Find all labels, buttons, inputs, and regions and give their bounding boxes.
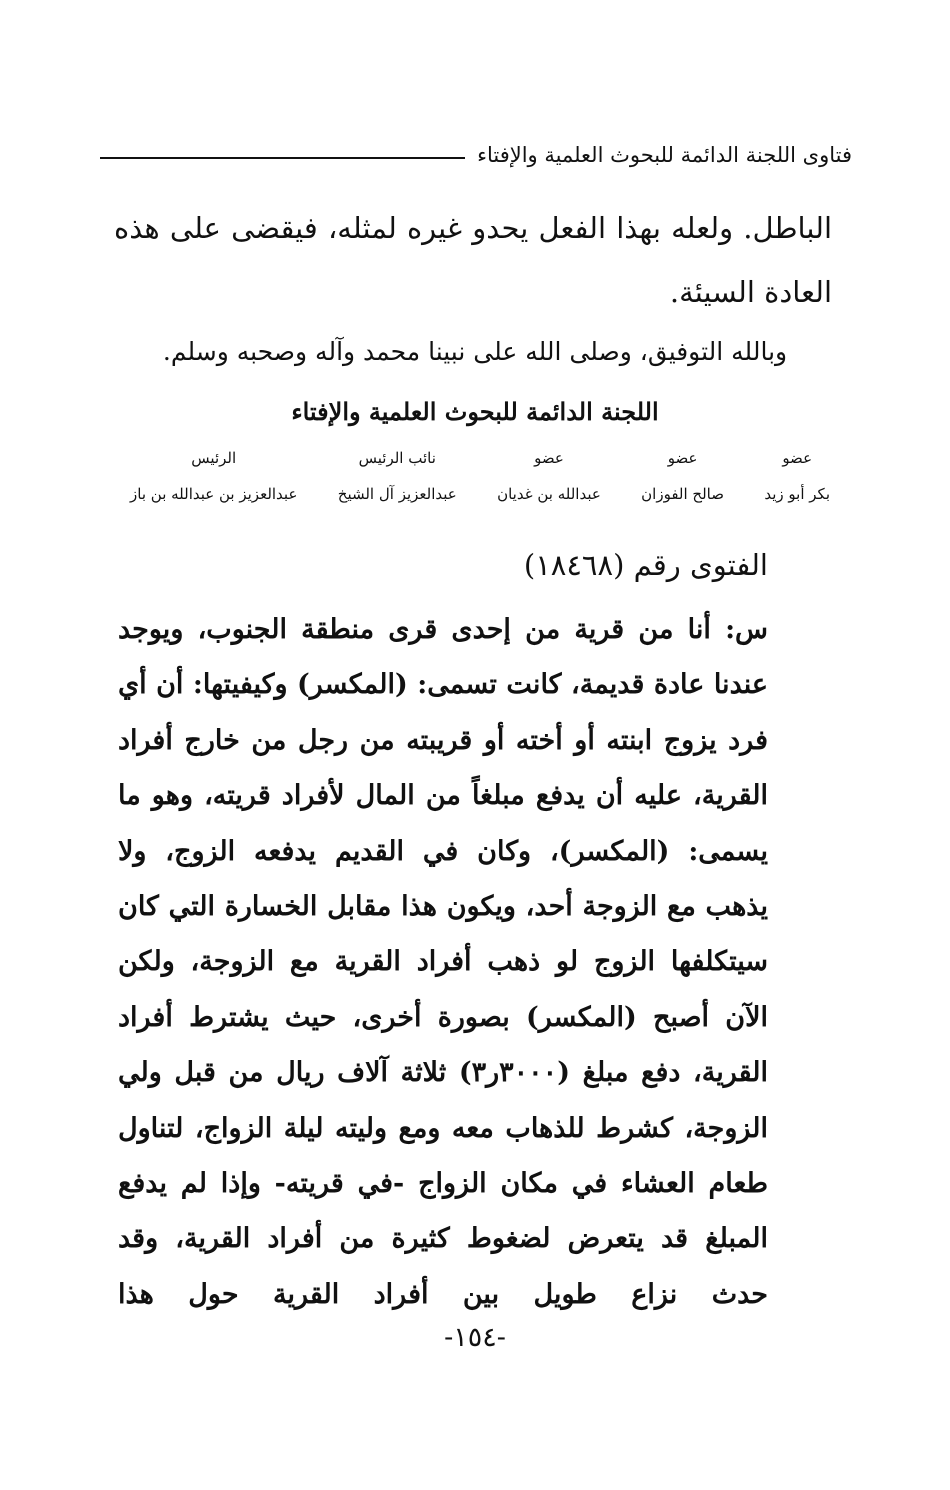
- signatory-name: عبدالله بن غديان: [497, 485, 601, 503]
- signatory-name: عبدالعزيز بن عبدالله بن باز: [130, 485, 298, 503]
- signatory: [497, 440, 601, 512]
- signatory: [338, 440, 457, 512]
- signatory: [641, 440, 724, 512]
- committee-name: اللجنة الدائمة للبحوث العلمية والإفتاء: [291, 397, 659, 426]
- running-title: فتاوى اللجنة الدائمة للبحوث العلمية والإفتاء: [477, 143, 852, 167]
- signatory-role: نائب الرئيس: [358, 449, 436, 467]
- page-number: -١٥٤-: [444, 1322, 506, 1353]
- signatory: [764, 440, 830, 512]
- signatory-name: بكر أبو زيد: [764, 485, 830, 503]
- running-header: [100, 135, 852, 175]
- signatory-name: صالح الفوزان: [641, 485, 724, 503]
- question-paragraph: س: أنا من قرية من إحدى قرى منطقة الجنوب، ويوجد عندنا عادة قديمة، كانت تسمى: (المكسر) وكيفيتها: أن أي فرد يزوج ابنته أو أخته أو قريبته من رجل من خارج أفراد القرية، عليه أن يدفع مبلغاً من المال لأفراد قريته، وهو ما يسمى: (المكسر)، وكان في القديم يدفعه الزوج، ولا يذهب مع الزوجة أحد، ويكون هذا مقابل الخسارة التي كان سيتكلفها الزوج لو ذهب أفراد القرية مع الزوجة، ولكن الآن أصبح (المكسر) بصورة أخرى، حيث يشترط أفراد القرية، دفع مبلغ (٣٠٠٠ر٣) ثلاثة آلاف ريال من قبل ولي الزوجة، كشرط للذهاب معه ومع وليته ليلة الزواج، لتناول طعام العشاء في مكان الزواج -في قريته- وإذا لم يدفع المبلغ قد يتعرض لضغوط كثيرة من أفراد القرية، وقد حدث نزاع طويل بين أفراد القرية حول هذا: [118, 614, 768, 1310]
- signatory-role: الرئيس: [191, 449, 237, 467]
- signatory-role: عضو: [667, 449, 698, 467]
- header-rule: [100, 157, 465, 159]
- signatory-role: عضو: [782, 449, 813, 467]
- intro-paragraph: الباطل. ولعله بهذا الفعل يحدو غيره لمثله، فيقضى على هذه العادة السيئة.: [114, 211, 832, 309]
- signatory-name: عبدالعزيز آل الشيخ: [337, 485, 457, 503]
- signatories: [130, 440, 830, 512]
- signatory: [130, 440, 297, 512]
- signatory-role: عضو: [534, 449, 564, 467]
- fatwa-number: الفتوى رقم (١٨٤٦٨): [523, 548, 768, 582]
- closing-line: وبالله التوفيق، وصلى الله على نبينا محمد وآله وصحبه وسلم.: [162, 337, 788, 366]
